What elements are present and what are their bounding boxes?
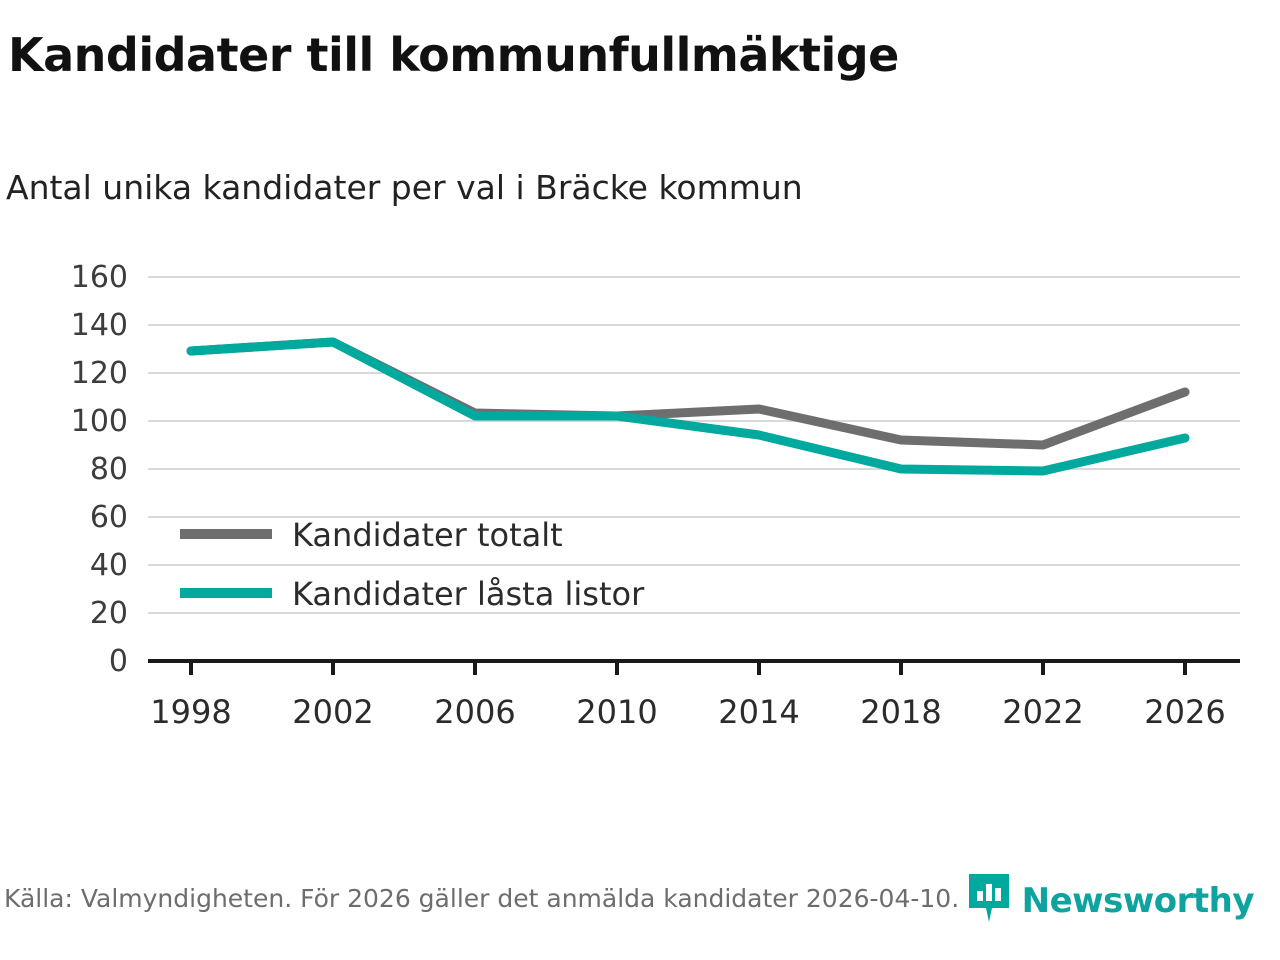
y-tick-label: 160 <box>70 260 128 295</box>
y-tick-label: 100 <box>70 404 128 439</box>
chart-svg <box>0 245 1280 765</box>
newsworthy-logo-text: Newsworthy <box>1021 881 1254 921</box>
source-note: Källa: Valmyndigheten. För 2026 gäller det anmälda kandidater 2026-04-10. <box>4 884 960 913</box>
legend-label-total: Kandidater totalt <box>292 516 563 554</box>
legend-label-locked: Kandidater låsta listor <box>292 575 645 613</box>
x-tick-label: 1998 <box>150 693 232 731</box>
y-tick-label: 40 <box>89 548 128 583</box>
y-tick-label: 60 <box>89 500 128 535</box>
x-axis-labels <box>150 693 1225 731</box>
newsworthy-logo <box>966 872 1254 930</box>
y-tick-label: 120 <box>70 356 128 391</box>
series-line-locked <box>191 342 1185 471</box>
y-tick-label: 80 <box>89 452 128 487</box>
gridlines <box>148 277 1240 613</box>
x-tick-label: 2006 <box>434 693 516 731</box>
y-axis-labels <box>71 260 128 679</box>
line-chart <box>0 245 1280 765</box>
x-tick-label: 2010 <box>576 693 658 731</box>
x-tick-label: 2014 <box>718 693 800 731</box>
x-axis-ticks <box>191 661 1185 675</box>
x-tick-label: 2018 <box>860 693 942 731</box>
page-subtitle: Antal unika kandidater per val i Bräcke kommun <box>6 168 803 207</box>
y-tick-label: 20 <box>89 596 128 631</box>
y-tick-label: 0 <box>108 644 128 679</box>
newsworthy-logo-icon <box>966 872 1012 930</box>
x-tick-label: 2002 <box>292 693 374 731</box>
y-tick-label: 140 <box>70 308 128 343</box>
x-tick-label: 2022 <box>1002 693 1084 731</box>
x-tick-label: 2026 <box>1144 693 1226 731</box>
page-title: Kandidater till kommunfullmäktige <box>8 28 899 82</box>
